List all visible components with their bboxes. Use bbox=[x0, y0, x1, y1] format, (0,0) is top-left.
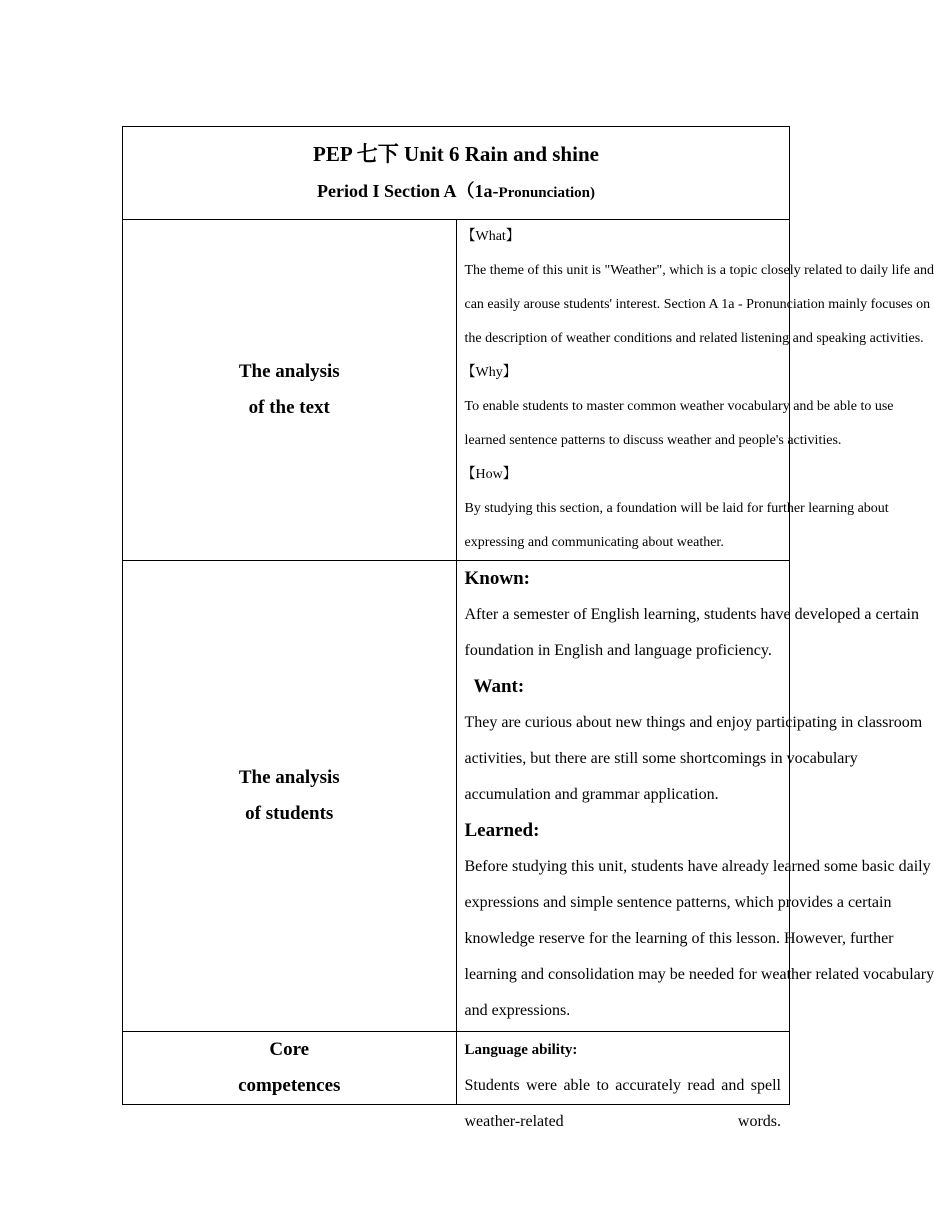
what-line-1: The theme of this unit is "Weather", which is a topic closely related to daily life and bbox=[464, 263, 934, 278]
want-line-3: accumulation and grammar application. bbox=[464, 786, 719, 803]
learned-heading: Learned: bbox=[464, 820, 540, 841]
how-line-1: By studying this section, a foundation will be laid for further learning about bbox=[464, 501, 889, 516]
learned-line-2: expressions and simple sentence patterns, which provides a certain bbox=[464, 894, 892, 911]
students-analysis-label-line-1: The analysis bbox=[238, 767, 340, 788]
want-line-1: They are curious about new things and enjoy participating in classroom bbox=[464, 714, 923, 731]
want-line-2: activities, but there are still some shortcomings in vocabulary bbox=[464, 750, 858, 767]
students-analysis-label-cell bbox=[123, 561, 457, 1032]
subtitle-main: Period I Section A（1a- bbox=[317, 181, 499, 201]
document-subtitle bbox=[123, 179, 789, 205]
how-heading: 【How】 bbox=[461, 467, 517, 482]
learned-line-5: and expressions. bbox=[464, 1002, 571, 1019]
text-analysis-content bbox=[456, 220, 934, 561]
learned-line-1: Before studying this unit, students have already learned some basic daily bbox=[464, 858, 931, 875]
core-label-line-1: Core bbox=[269, 1039, 310, 1060]
language-ability-heading: Language ability: bbox=[464, 1042, 578, 1058]
lesson-plan-table bbox=[122, 126, 934, 1130]
text-analysis-label-cell bbox=[123, 220, 457, 561]
known-line-1: After a semester of English learning, students have developed a certain bbox=[464, 606, 919, 623]
students-analysis-content bbox=[456, 561, 934, 1032]
text-analysis-label-line-2: of the text bbox=[248, 397, 330, 418]
students-analysis-label-line-2: of students bbox=[245, 803, 334, 824]
text-analysis-label-line-1: The analysis bbox=[238, 361, 340, 382]
known-line-2: foundation in English and language proficiency. bbox=[464, 642, 772, 659]
header-cell bbox=[123, 127, 790, 220]
what-heading: 【What】 bbox=[461, 229, 520, 244]
want-heading: Want: bbox=[473, 676, 525, 697]
language-ability-line: Students were able to accurately read and spell weather-related words. bbox=[464, 1077, 781, 1130]
learned-line-4: learning and consolidation may be needed for weather related vocabulary bbox=[464, 966, 934, 983]
why-line-1: To enable students to master common weather vocabulary and be able to use bbox=[464, 399, 894, 414]
core-competences-label-cell bbox=[123, 1032, 457, 1105]
core-label-line-2: competences bbox=[238, 1075, 341, 1096]
learned-line-3: knowledge reserve for the learning of this lesson. However, further bbox=[464, 930, 894, 947]
why-line-2: learned sentence patterns to discuss weather and people's activities. bbox=[464, 433, 842, 448]
document-title: PEP 七下 Unit 6 Rain and shine bbox=[313, 142, 599, 166]
how-line-2: expressing and communicating about weather. bbox=[464, 535, 724, 550]
subtitle-small: Pronunciation) bbox=[498, 185, 595, 201]
what-line-2: can easily arouse students' interest. Section A 1a - Pronunciation mainly focuses on bbox=[464, 297, 931, 312]
core-competences-content bbox=[456, 1032, 790, 1130]
why-heading: 【Why】 bbox=[461, 365, 517, 380]
known-heading: Known: bbox=[464, 568, 530, 589]
what-line-3: the description of weather conditions and related listening and speaking activities. bbox=[464, 331, 924, 346]
